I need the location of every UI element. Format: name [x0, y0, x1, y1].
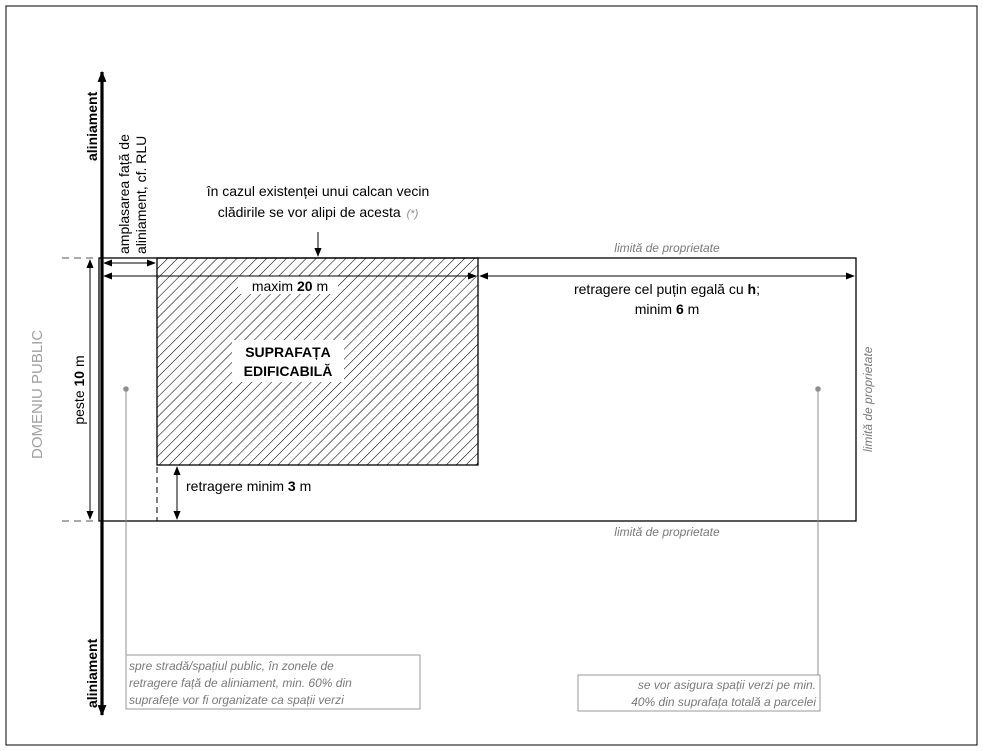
property-limit-right: limită de proprietate — [861, 346, 875, 452]
gable-note-line-2 — [218, 204, 419, 220]
property-limit-top: limită de proprietate — [614, 241, 720, 255]
depth-label: peste 10 m — [71, 355, 87, 425]
buildable-label-2: EDIFICABILĂ — [243, 363, 333, 379]
left-note-line-1: spre stradă/spațiul public, în zonele de — [129, 659, 334, 673]
max-depth-label: maxim 20 m — [251, 278, 329, 294]
rear-setback-label-2: minim 6 m — [634, 301, 700, 317]
placement-line-1: amplasarea față de — [116, 134, 132, 254]
placement-line-2: aliniament, cf. RLU — [133, 135, 149, 254]
property-limit-bottom: limită de proprietate — [614, 525, 720, 539]
right-note-line-1: se vor asigura spații verzi pe min. — [637, 678, 816, 692]
public-domain-label: DOMENIU PUBLIC — [29, 329, 46, 459]
right-note-line-2: 40% din suprafața totală a parcelei — [631, 695, 816, 709]
gable-note-asterisk: (*) — [406, 208, 419, 220]
side-setback-label: retragere minim 3 m — [186, 478, 312, 494]
gable-note-text: clădirile se vor alipi de acesta — [217, 204, 401, 220]
page-frame — [6, 6, 977, 745]
rear-setback-label-1: retragere cel puțin egală cu h; — [573, 281, 761, 297]
buildable-label-1: SUPRAFAȚA — [245, 344, 331, 360]
gable-note-line-1: în cazul existenței unui calcan vecin — [206, 183, 430, 199]
alignment-label-bottom: aliniament — [84, 638, 100, 708]
alignment-label-top: aliniament — [84, 91, 100, 161]
left-note-line-3: suprafețe vor fi organizate ca spații verzi — [129, 693, 344, 707]
left-note-line-2: retragere față de aliniament, min. 60% din — [129, 676, 352, 690]
